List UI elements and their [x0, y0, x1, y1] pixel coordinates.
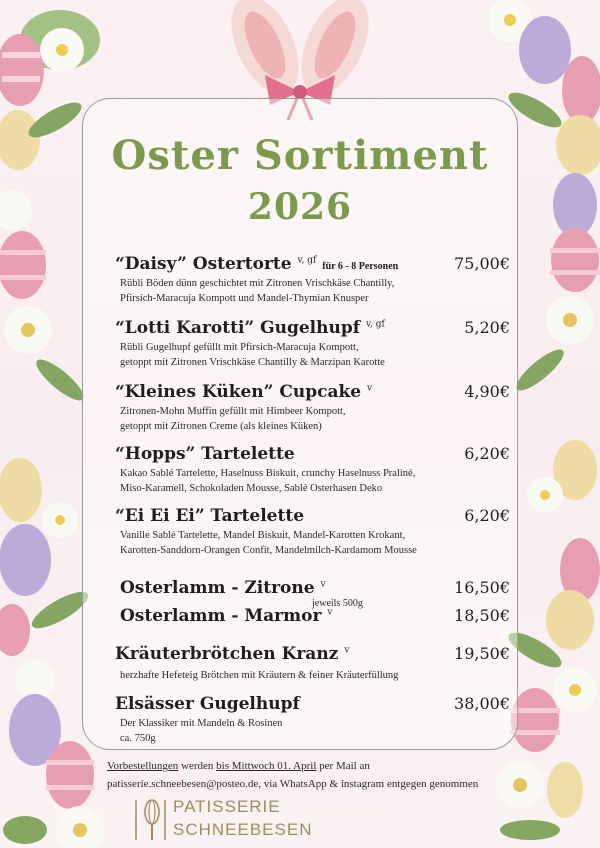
item-price: 18,50€	[454, 606, 510, 625]
item-desc-line: Rübli Gugelhupf gefüllt mit Pfirsich-Maracuja Kompott,	[120, 342, 359, 353]
menu-item-osterlamm-marmor	[120, 606, 510, 626]
menu-item-ei-ei-ei	[115, 506, 510, 558]
item-name: Elsässer Gugelhupf	[115, 694, 300, 714]
order-keyword: Vorbestellungen	[107, 760, 179, 772]
item-name: “Ei Ei Ei” Tartelette	[115, 506, 305, 526]
order-deadline: bis Mittwoch 01. April	[216, 760, 317, 772]
item-desc-line: Rübli Böden dünn geschichtet mit Zitronen Vrischkäse Chantilly,	[120, 278, 395, 289]
item-price: 5,20€	[464, 318, 510, 337]
item-price: 6,20€	[464, 506, 510, 525]
page-title: Oster Sortiment	[111, 132, 489, 179]
item-name: Kräuterbrötchen Kranz	[115, 644, 339, 664]
item-name: “Lotti Karotti” Gugelhupf	[115, 318, 361, 338]
menu-item-lotti-karotti	[115, 318, 510, 370]
item-weight: ca. 750g	[120, 733, 156, 744]
item-name: Osterlamm - Zitrone	[120, 578, 315, 598]
item-desc-line: Karotten-Sanddorn-Orangen Confit, Mandelmilch-Kardamom Mousse	[120, 545, 417, 556]
item-desc-line: herzhafte Hefeteig Brötchen mit Kräutern & feiner Kräuterfüllung	[120, 670, 399, 681]
item-price: 16,50€	[454, 578, 510, 597]
item-price: 75,00€	[454, 254, 510, 273]
item-price: 19,50€	[454, 644, 510, 663]
item-desc-line: Vanille Sablé Tartelette, Mandel Biskuit, Mandel-Karotten Krokant,	[120, 530, 406, 541]
order-text: per Mail an	[316, 760, 370, 772]
order-info	[107, 757, 492, 793]
logo-text-line1: PATISSERIE	[173, 797, 281, 816]
item-name: Osterlamm - Marmor	[120, 606, 322, 626]
page-year: 2026	[247, 186, 353, 228]
menu-item-kraeuterbroetchen-kranz	[115, 644, 510, 683]
menu-item-hopps	[115, 444, 510, 496]
menu-item-osterlamm-zitrone	[120, 578, 510, 598]
item-desc-line: Der Klassiker mit Mandeln & Rosinen	[120, 718, 283, 729]
whisk-logo-icon	[132, 798, 168, 842]
order-contact: patisserie.schneebesen@posteo.de, via WhatsApp & instagram entgegen genommen	[107, 778, 479, 790]
item-desc-line: getoppt mit Zitronen Creme (als kleines Küken)	[120, 421, 322, 432]
item-desc-line: Kakao Sablé Tartelette, Haselnuss Biskuit, crunchy Haselnuss Praliné,	[120, 468, 416, 479]
item-price: 6,20€	[464, 444, 510, 463]
menu-item-kleines-kueken	[115, 382, 510, 434]
order-text: werden	[178, 760, 217, 772]
logo-text-line2: SCHNEEBESEN	[173, 820, 313, 839]
menu-item-elsaesser-gugelhupf	[115, 694, 510, 746]
item-note: für 6 - 8 Personen	[322, 261, 399, 272]
item-name: “Hopps” Tartelette	[115, 444, 295, 464]
item-desc-line: Zitronen-Mohn Muffin gefüllt mit Himbeer Kompott,	[120, 406, 346, 417]
item-name: “Daisy” Ostertorte	[115, 254, 292, 274]
item-tags: v	[367, 383, 373, 394]
item-desc-line: Miso-Karamell, Schokoladen Mousse, Sablé Osterhasen Deko	[120, 483, 383, 494]
menu-item-daisy	[115, 254, 510, 306]
item-tags: v, gf	[365, 319, 385, 330]
item-tags: v	[344, 645, 350, 656]
item-tags: v	[327, 607, 333, 618]
item-desc-line: Pfirsich-Maracuja Kompott und Mandel-Thymian Knusper	[120, 293, 369, 304]
item-name: “Kleines Küken” Cupcake	[115, 382, 362, 402]
item-tags: v, gf	[297, 255, 317, 266]
item-desc-line: getoppt mit Zitronen Vrischkäse Chantilly & Marzipan Karotte	[120, 357, 385, 368]
item-price: 38,00€	[454, 694, 510, 713]
item-price: 4,90€	[464, 382, 510, 401]
item-tags: v	[320, 579, 326, 590]
lamb-weight-note: jeweils 500g	[312, 598, 363, 609]
